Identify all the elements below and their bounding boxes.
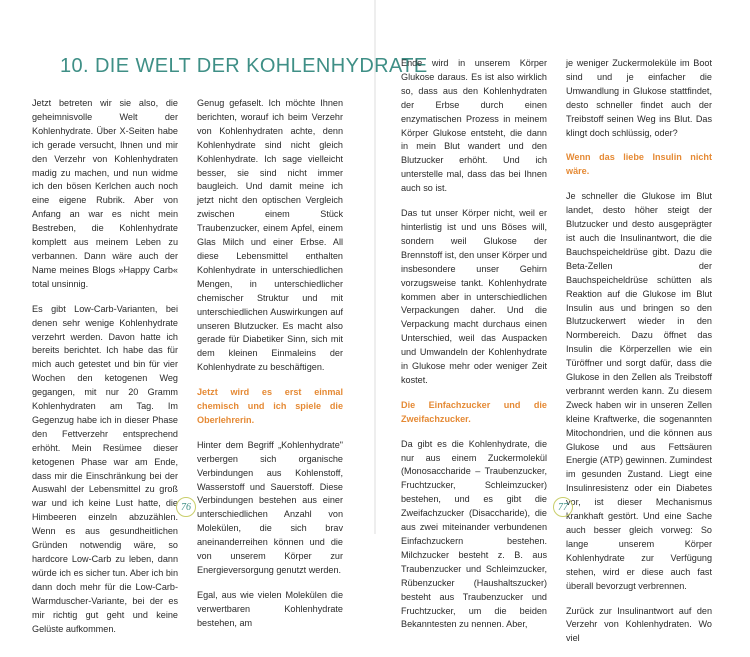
chapter-title: 10. DIE WELT DER KOHLENHYDRATE	[60, 55, 428, 77]
highlight-subheading: Wenn das liebe Insulin nicht wäre.	[566, 152, 712, 177]
paragraph: Das tut unser Körper nicht, weil er hinterlistig ist und uns Böses will, sondern weil Glukose der Brennstoff ist, den unser Körper und insbesondere unser Gehirn vorzugsweise tankt. Kohlenhydrate kommen aber in unterschiedlichen Verpackungen daher. Und die Verpackung macht durchaus einen Unterschied, weil das Auspacken und Umwandeln der Kohlenhydrate in Glukose mehr oder weniger Zeit kostet.	[401, 208, 547, 385]
paragraph: je weniger Zuckermoleküle im Boot sind und je einfacher die Umwandlung in Glukose stattfindet, desto schneller findet auch der Treibstoff seinen Weg ins Blut. Das klingt doch schlüssig, oder?	[566, 58, 712, 138]
paragraph: Je schneller die Glukose im Blut landet, desto höher steigt der Blutzucker und desto ausgeprägter ist auch die Insulinantwort, die die Bauchspeicheldrüse gibt. Dazu die Beta-Zellen der Bauchspeicheldrüse schütten als Reaktion auf die Glukose im Blut Insulin aus und bringen so den Blutzuckerwert wieder in den Normbereich. Dazu öffnet das Insulin die Körperzellen wie ein Türöffner und sorgt dafür, dass die Glukose in den Zellen als Treibstoff verbrannt werden kann. Zu diesem Zweck haben wir in unseren Zellen kleine Kraftwerke, die sogenannten Mitochondrien, und die können aus Glukose und aus Fettsäuren Energie (ATP) gewinnen. Zumindest im gesunden Zustand. Liegt eine Insulinresistenz oder ein Diabetes vor, ist dieser Mechanismus krankhaft gestört. Und eine Sache auch besser gleich vorweg: So lange unserem Körper Kohlenhydrate zur Verfügung stehen, wird er diese auch fast überall bevorzugt verbrennen.	[566, 191, 712, 591]
paragraph: Es gibt Low-Carb-Varianten, bei denen sehr wenige Kohlenhydrate verzehrt werden. Davon hatte ich bereits berichtet. Ich habe das für mich auch getestet und bin für vier Wochen den ketogenen Weg gegangen, mit nur 20 Gramm Kohlenhydraten am Tag. Im Gegenzug habe ich in dieser Phase den Fettverzehr entsprechend erhöht. Mein Resümee dieser ketogenen Phase war am Ende, dass mir die Einschränkung bei der Auswahl der Lebensmittel zu groß war und ich keine Lust hatte, die Himbeeren einzeln abzuzählen. Wenn es aus gesundheitlichen Gründen notwendig wäre, so hardcore Low-Carb zu leben, dann würde ich es sicher tun. Aber ich bin dann doch mehr für die Low-Carb-Warmduscher-Variante, bei der es mir richtig gut geht und keine Gelüste aufkommen.	[32, 303, 178, 634]
page-gutter	[374, 0, 376, 534]
right-page-column-1	[401, 57, 547, 643]
paragraph: Da gibt es die Kohlenhydrate, die nur aus einem Zuckermolekül (Monosaccharide – Traubenzucker, Fruchtzucker, Schleimzucker) bestehen, und es gibt die Zweifachzucker (Disaccharide), die aus zwei miteinander verbundenen Einfachzuckern bestehen. Milchzucker besteht z. B. aus Traubenzucker und Schleimzucker, Rübenzucker (Haushaltszucker) besteht aus Traubenzucker und Fruchtzucker, um die beiden Bekanntesten zu nennen. Aber,	[401, 438, 547, 630]
paragraph: Ende wird in unserem Körper Glukose daraus. Es ist also wirklich so, dass aus den Kohlenhydraten der Erbse durch einen enzymatischen Prozess in meinem Körper Glukose entsteht, die dann in mein Blut wandert und den Blutzucker erhöht. Und ich unterstelle mal, dass das bei Ihnen auch so ist.	[401, 58, 547, 194]
right-page-column-2	[566, 57, 712, 657]
left-page-column-1	[32, 97, 178, 647]
paragraph: Jetzt betreten wir sie also, die geheimnisvolle Welt der Kohlenhydrate. Über X-Seiten habe ich gerade versucht, Ihnen und mir den Verzehr von Kohlenhydraten madig zu machen, und nun widme ich den bösen Kerlchen auch noch eine eigene Rubrik. Aber von Anfang an war es nicht mein Bestreben, die Kohlenhydrate komplett aus meinem Leben zu verbannen. Dann wäre auch der Name meines Blogs »Happy Carb« total unsinnig.	[32, 98, 178, 289]
page-number-right: 77	[553, 497, 573, 517]
paragraph: Hinter dem Begriff „Kohlenhydrate" verbergen sich organische Verbindungen aus Kohlenstoff, Wasserstoff und Sauerstoff. Diese Verbindungen bestehen aus einer unterschiedlichen Anzahl von Molekülen, die sich brav aneinanderreihen können und die von unserem Körper zur Energieversorgung genutzt werden.	[197, 439, 343, 575]
left-page-column-2	[197, 97, 343, 642]
paragraph: Zurück zur Insulinantwort auf den Verzehr von Kohlenhydraten. Wo viel	[566, 605, 712, 644]
page-number-left: 76	[176, 497, 196, 517]
paragraph: Genug gefaselt. Ich möchte Ihnen berichten, worauf ich beim Verzehr von Kohlenhydraten achte, denn Kohlenhydrate sind nicht gleich Kohlenhydrate. Ich sage vielleicht besser, sie sind nicht immer baugleich. Und damit meine ich jetzt nicht den optischen Vergleich zwischen einem Stück Traubenzucker, einem Apfel, einem Glas Milch und einer Erbse. All diese Lebensmittel enthalten Kohlenhydrate in unterschiedlichen Mengen, in unterschiedlicher chemischer Struktur und mit unterschiedlichen Auswirkungen auf unseren Blutzucker. Es macht also gerade für Diabetiker Sinn, sich mit dem kleinen Einmaleins der Kohlenhydrate zu beschäftigen.	[197, 98, 343, 373]
paragraph: Egal, aus wie vielen Molekülen die verwertbaren Kohlenhydrate bestehen, am	[197, 589, 343, 628]
highlight-subheading: Die Einfachzucker und die Zweifachzucker.	[401, 399, 547, 424]
highlight-subheading: Jetzt wird es erst einmal chemisch und ich spiele die Oberlehrerin.	[197, 387, 343, 425]
